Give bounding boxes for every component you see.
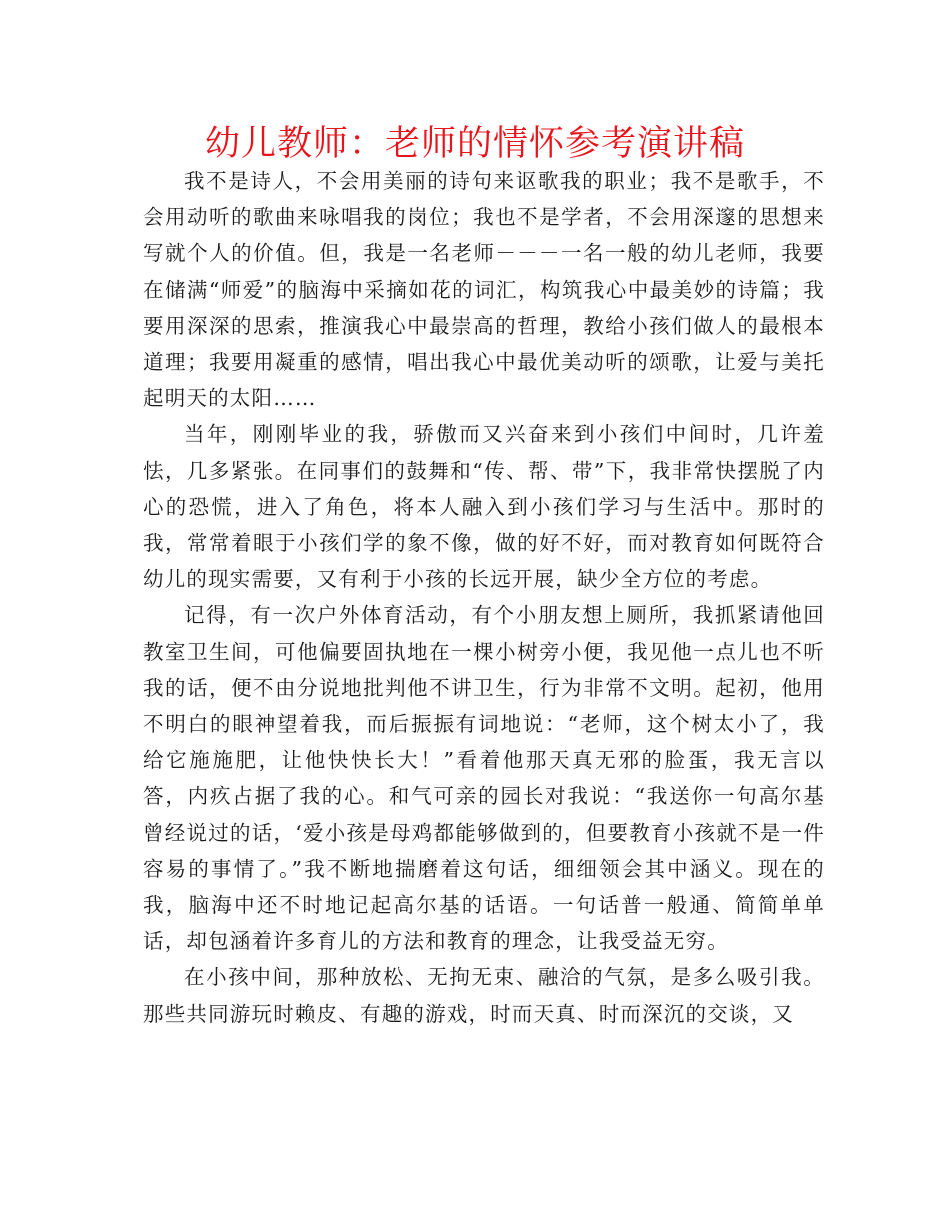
paragraph-4: 在小孩中间，那种放松、无拘无束、融洽的气氛，是多么吸引我。那些共同游玩时赖皮、有趣的游戏，时而天真、时而深沉的交谈，又 (143, 965, 825, 1026)
paragraph-2: 当年，刚刚毕业的我，骄傲而又兴奋来到小孩们中间时，几许羞怯，几多紧张。在同事们的鼓舞和“传、帮、带”下，我非常快摆脱了内心的恐慌，进入了角色，将本人融入到小孩们学习与生活中。那时的我，常常着眼于小孩们学的象不像，做的好不好，而对教育如何既符合幼儿的现实需要，又有利于小孩的长远开展，缺少全方位的考虑。 (143, 422, 825, 592)
paragraph-3: 记得，有一次户外体育活动，有个小朋友想上厕所，我抓紧请他回教室卫生间，可他偏要固执地在一棵小树旁小便，我见他一点儿也不听我的话，便不由分说地批判他不讲卫生，行为非常不文明。起初，他用不明白的眼神望着我，而后振振有词地说：“老师，这个树太小了，我给它施施肥，让他快快长大！”看着他那天真无邪的脸蛋，我无言以答，内疚占据了我的心。和气可亲的园长对我说：“我送你一句高尔基曾经说过的话，‘爱小孩是母鸡都能够做到的，但要教育小孩就不是一件容易的事情了。”我不断地揣磨着这句话，细细领会其中涵义。现在的我，脑海中还不时地记起高尔基的话语。一句话普一般通、简简单单话，却包涵着许多育儿的方法和教育的理念，让我受益无穷。 (143, 603, 825, 954)
document-title: 幼儿教师：老师的情怀参考演讲稿 (204, 124, 745, 164)
paragraph-1: 我不是诗人，不会用美丽的诗句来讴歌我的职业；我不是歌手，不会用动听的歌曲来咏唱我的岗位；我也不是学者，不会用深邃的思想来写就个人的价值。但，我是一名老师－－－一名一般的幼儿老师，我要在储满“师爱”的脑海中采摘如花的词汇，构筑我心中最美妙的诗篇；我要用深深的思索，推演我心中最崇高的哲理，教给小孩们做人的最根本道理；我要用凝重的感情，唱出我心中最优美动听的颂歌，让爱与美托起明天的太阳…… (143, 169, 825, 411)
document-body (143, 163, 825, 1032)
